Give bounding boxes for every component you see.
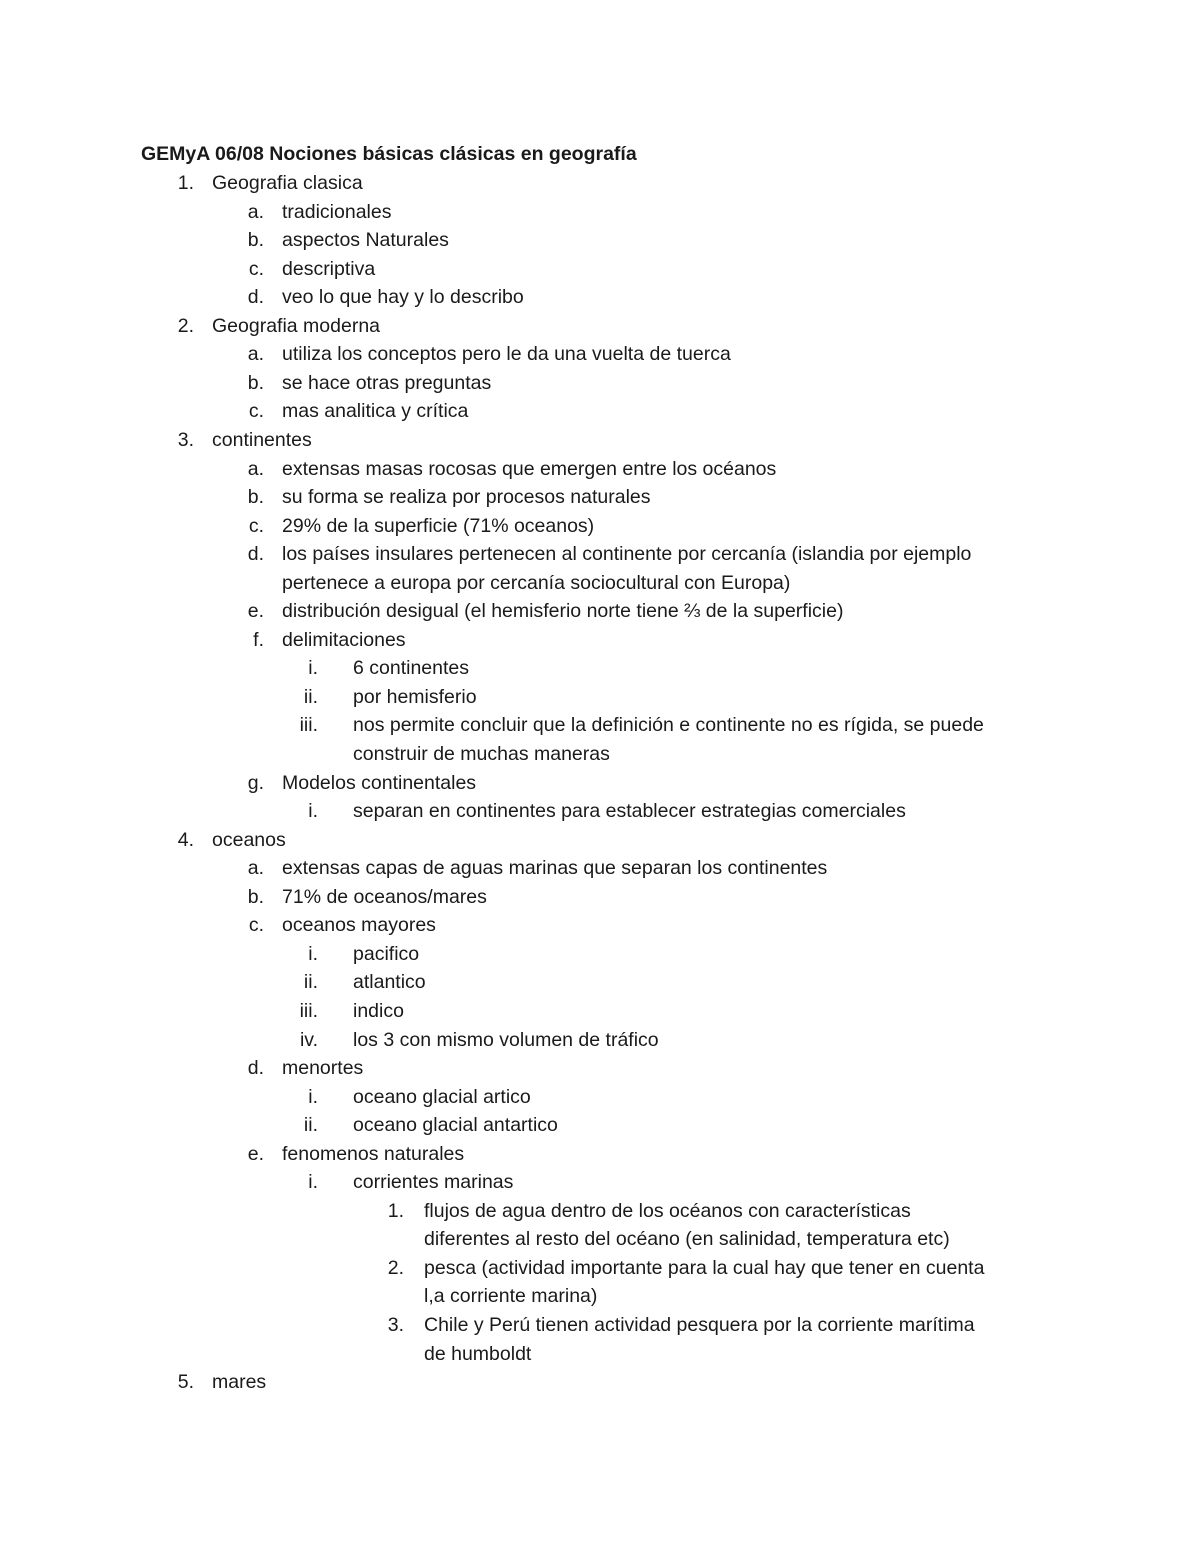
list-marker: i.	[308, 1171, 318, 1194]
list-item-text: pacifico	[353, 942, 420, 965]
list-item-text: pertenece a europa por cercanía sociocultural con Europa)	[282, 571, 791, 594]
list-item-text: nos permite concluir que la definición e continente no es rígida, se puede	[353, 714, 984, 737]
list-item-text: oceanos mayores	[282, 914, 436, 937]
list-item-text: descriptiva	[282, 257, 376, 280]
list-marker: d.	[247, 1057, 264, 1080]
list-item-text: fenomenos naturales	[282, 1142, 465, 1165]
list-marker: i.	[308, 800, 318, 823]
list-item-text: los países insulares pertenecen al continente por cercanía (islandia por ejemplo	[282, 543, 972, 566]
list-item-text: Geografia clasica	[212, 172, 363, 194]
list-marker: e.	[247, 1142, 264, 1165]
list-item-text: oceano glacial artico	[353, 1085, 531, 1108]
list-item-text: corrientes marinas	[353, 1171, 514, 1194]
list-marker: a.	[247, 857, 264, 880]
list-item-text: mares	[212, 1371, 267, 1394]
list-marker: c.	[248, 514, 264, 537]
list-marker: 1.	[177, 172, 194, 194]
list-item-text: menortes	[282, 1057, 364, 1080]
list-marker: c.	[248, 400, 264, 423]
list-item-text: Chile y Perú tienen actividad pesquera por la corriente marítima	[424, 1314, 975, 1336]
list-marker: 2.	[177, 314, 194, 337]
list-item-text: los 3 con mismo volumen de tráfico	[353, 1028, 659, 1051]
list-item-text: 6 continentes	[353, 657, 470, 680]
list-marker: b.	[247, 371, 264, 394]
list-item-text: oceano glacial antartico	[353, 1114, 558, 1137]
list-item-text: Modelos continentales	[282, 771, 477, 794]
list-marker: c.	[248, 914, 264, 937]
list-item-text: indico	[353, 999, 404, 1022]
list-marker: 1.	[387, 1199, 404, 1222]
list-item-text: continentes	[212, 428, 312, 451]
list-marker: b.	[247, 486, 264, 509]
list-item-text: de humboldt	[424, 1342, 532, 1365]
list-item-text: pesca (actividad importante para la cual hay que tener en cuenta	[424, 1256, 985, 1279]
list-marker: b.	[247, 885, 264, 908]
list-marker: 4.	[177, 828, 194, 851]
list-marker: g.	[247, 771, 264, 794]
list-marker: a.	[247, 343, 264, 366]
page-title: GEMyA 06/08 Nociones básicas clásicas en geografía	[141, 143, 637, 165]
list-marker: d.	[247, 286, 264, 309]
list-item-text: veo lo que hay y lo describo	[282, 286, 524, 309]
list-item-text: extensas capas de aguas marinas que separan los continentes	[282, 857, 828, 880]
list-item-text: tradicionales	[282, 200, 392, 223]
list-marker: a.	[247, 457, 264, 480]
list-item-text: atlantico	[353, 971, 426, 994]
list-item-text: separan en continentes para establecer estrategias comerciales	[353, 800, 906, 823]
list-item-text: se hace otras preguntas	[282, 371, 492, 394]
list-marker: d.	[247, 543, 264, 566]
list-item-text: utiliza los conceptos pero le da una vuelta de tuerca	[282, 343, 731, 366]
list-item-text: delimitaciones	[282, 628, 406, 651]
list-item-text: 71% de oceanos/mares	[282, 885, 487, 908]
list-marker: 5.	[177, 1371, 194, 1394]
list-item-text: 29% de la superficie (71% oceanos)	[282, 514, 595, 537]
list-item-text: oceanos	[212, 828, 286, 851]
list-item-text: mas analitica y crítica	[282, 400, 469, 423]
list-item-text: aspectos Naturales	[282, 229, 449, 252]
list-marker: 3.	[387, 1314, 404, 1336]
list-item-text: extensas masas rocosas que emergen entre los océanos	[282, 457, 777, 480]
list-marker: a.	[247, 200, 264, 223]
list-item-text: l,a corriente marina)	[424, 1285, 598, 1308]
list-item-text: distribución desigual (el hemisferio norte tiene ⅔ de la superficie)	[282, 600, 844, 623]
list-marker: 3.	[177, 428, 194, 451]
list-marker: c.	[248, 257, 264, 280]
list-marker: iii.	[299, 714, 318, 737]
list-item-text: construir de muchas maneras	[353, 743, 610, 765]
list-item-text: flujos de agua dentro de los océanos con características	[424, 1199, 911, 1222]
list-marker: e.	[247, 600, 264, 623]
list-item-text: por hemisferio	[353, 685, 477, 708]
list-marker: ii.	[303, 1114, 318, 1137]
list-marker: iii.	[299, 999, 318, 1022]
list-marker: b.	[247, 229, 264, 252]
list-item-text: diferentes al resto del océano (en salinidad, temperatura etc)	[424, 1228, 950, 1251]
list-item-text: su forma se realiza por procesos naturales	[282, 486, 651, 509]
list-marker: i.	[308, 942, 318, 965]
list-marker: 2.	[387, 1256, 404, 1279]
list-item-text: Geografia moderna	[212, 314, 381, 337]
list-marker: ii.	[303, 971, 318, 994]
list-marker: ii.	[303, 685, 318, 708]
list-marker: i.	[308, 1085, 318, 1108]
list-marker: f.	[253, 628, 264, 651]
list-marker: iv.	[299, 1028, 318, 1051]
list-marker: i.	[308, 657, 318, 680]
